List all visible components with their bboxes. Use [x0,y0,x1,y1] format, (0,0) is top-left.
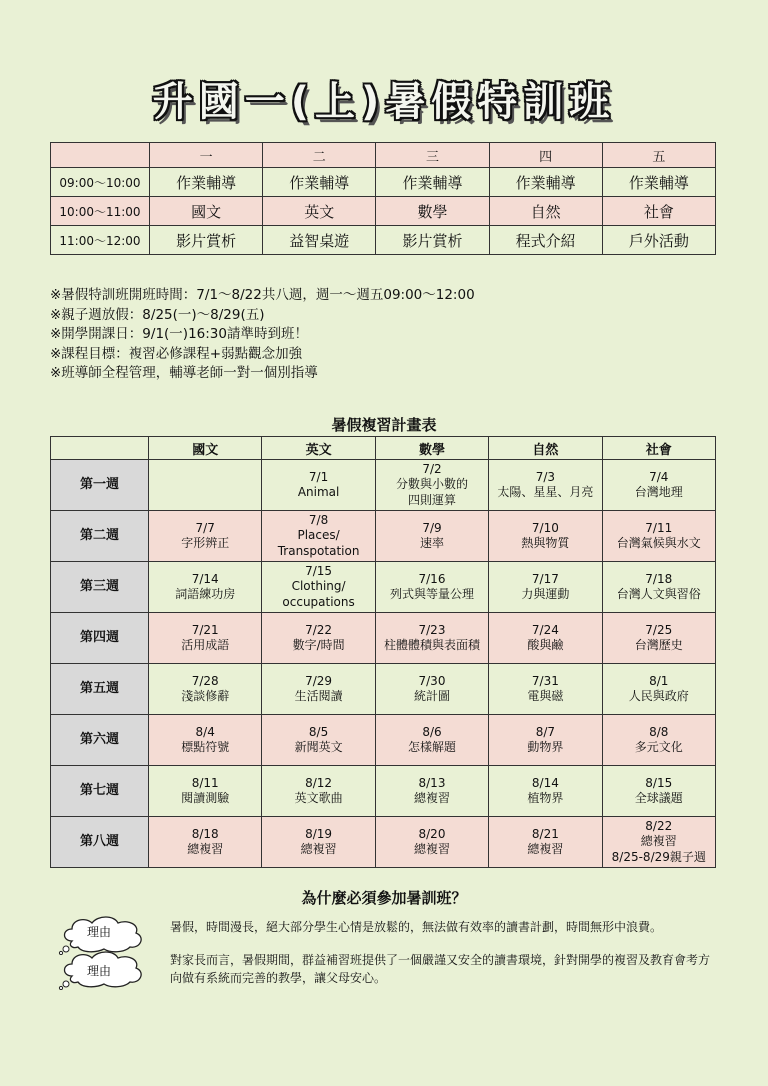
schedule-cell: 作業輔導 [602,168,715,197]
plan-cell [375,460,488,511]
week-label: 第一週 [51,460,149,511]
schedule-cell: 自然 [489,197,602,226]
plan-body [51,460,716,868]
plan-cell-line: 統計圖 [413,689,450,703]
plan-cell-line: 8/25-8/29親子週 [611,849,706,864]
plan-cell-line: 新聞英文 [294,740,343,754]
plan-cell-line: 台灣地理 [634,485,683,499]
plan-cell [262,562,375,613]
plan-cell-line: 總複習 [300,842,337,856]
plan-cell-line: 7/7 [195,520,215,535]
schedule-cell: 國文 [150,197,263,226]
plan-cell-line: 8/6 [422,724,442,739]
plan-cell [489,715,602,766]
plan-cell-line: occupations [282,594,355,609]
plan-cell [489,613,602,664]
plan-cell-line: 多元文化 [634,740,683,754]
plan-cell-line: 力與運動 [521,587,570,601]
plan-week-row [51,664,716,715]
plan-cell-line: 7/11 [645,520,673,535]
plan-cell [149,766,262,817]
plan-cell-line: 8/12 [305,775,333,790]
plan-cell-line: 8/22 [645,818,673,833]
plan-cell [375,562,488,613]
plan-cell-line: 詞語練功房 [175,587,236,601]
plan-cell-line: 列式與等量公理 [389,587,474,601]
plan-cell-line: 7/1 [308,469,329,484]
plan-cell [375,613,488,664]
plan-cell-line: 字形辨正 [181,536,230,550]
schedule-row [51,168,716,197]
schedule-cell: 作業輔導 [376,168,489,197]
plan-cell-line: 8/20 [418,826,446,841]
schedule-row [51,197,716,226]
plan-cell-line: 總複習 [640,834,677,849]
plan-cell-line: 生活閱讀 [294,689,343,703]
review-plan-table [50,436,716,868]
week-label: 第七週 [51,766,149,817]
time-slot: 10:00～11:00 [51,197,150,226]
plan-cell-line: 淺談修辭 [181,689,230,703]
schedule-cell: 英文 [263,197,376,226]
plan-cell-line: 8/15 [645,775,673,790]
schedule-cell: 數學 [376,197,489,226]
plan-cell-line: 8/18 [191,826,219,841]
week-label: 第三週 [51,562,149,613]
plan-cell-line: Clothing/ [291,579,346,594]
plan-cell [602,817,715,868]
plan-cell [602,715,715,766]
time-slot: 09:00～10:00 [51,168,150,197]
plan-cell-line: Animal [297,485,340,499]
plan-cell-line: 電與磁 [527,689,564,703]
plan-cell [262,613,375,664]
plan-week-row [51,766,716,817]
plan-cell-line: 7/25 [645,622,673,637]
plan-cell-line: 8/1 [649,673,669,688]
daily-schedule-table [50,142,716,255]
plan-cell [149,460,262,511]
plan-cell [602,664,715,715]
page-title: 升國一(上)暑假特訓班 [152,79,616,125]
reason-label: 理由 [86,964,111,978]
plan-cell-line: 太陽、星星、月亮 [497,485,594,499]
plan-cell-line: 8/8 [649,724,669,739]
schedule-cell: 作業輔導 [489,168,602,197]
plan-cell-line: Transpotation [277,543,360,558]
plan-cell-line: 酸與鹼 [527,638,564,652]
schedule-cell: 影片賞析 [376,226,489,255]
plan-cell [149,715,262,766]
schedule-row [51,226,716,255]
plan-week-row [51,511,716,562]
plan-cell-line: 速率 [419,536,444,550]
plan-cell-line: 四則運算 [407,492,456,507]
plan-cell [602,511,715,562]
plan-cell [602,562,715,613]
plan-cell-line: 動物界 [527,740,564,754]
plan-cell-line: 總複習 [413,842,450,856]
plan-cell-line: 植物界 [527,791,564,805]
plan-cell [489,562,602,613]
day-header: 五 [602,143,715,168]
plan-cell-line: 英文歌曲 [294,791,343,805]
subject-header: 數學 [375,437,488,460]
plan-cell-line: 7/21 [191,622,219,637]
plan-cell [375,664,488,715]
plan-cell-line: 7/29 [305,673,333,688]
plan-cell-line: 8/5 [308,724,329,739]
plan-cell-line: 7/17 [531,571,559,586]
plan-week-row [51,817,716,868]
time-slot: 11:00～12:00 [51,226,150,255]
schedule-cell: 作業輔導 [263,168,376,197]
day-header: 二 [263,143,376,168]
plan-cell-line: 活用成語 [181,638,230,652]
plan-cell [489,511,602,562]
plan-cell-line: 標點符號 [181,740,230,754]
plan-cell-line: 8/19 [305,826,333,841]
note-item: ※親子週放假：8/25(一)～8/29(五) [50,306,265,323]
plan-cell-line: 7/8 [308,512,329,527]
schedule-cell: 戶外活動 [602,226,715,255]
plan-cell [262,817,375,868]
plan-cell-line: 柱體體積與表面積 [383,638,480,652]
notes-list [50,286,475,384]
plan-cell-line: 閱讀測驗 [181,791,230,805]
plan-week-row [51,460,716,511]
plan-cell-line: 7/22 [305,622,333,637]
schedule-cell: 益智桌遊 [263,226,376,255]
plan-cell [262,460,375,511]
week-label: 第八週 [51,817,149,868]
subject-header: 英文 [262,437,375,460]
plan-cell-line: 7/14 [191,571,219,586]
why-title: 為什麼必須參加暑訓班？ [301,889,467,907]
plan-cell [375,511,488,562]
subject-header: 國文 [149,437,262,460]
plan-cell [489,817,602,868]
day-header: 三 [376,143,489,168]
subject-header: 自然 [489,437,602,460]
plan-cell-line: 8/7 [535,724,556,739]
plan-cell [602,613,715,664]
schedule-cell: 程式介紹 [489,226,602,255]
plan-cell-line: 7/3 [535,469,556,484]
plan-cell-line: 8/21 [531,826,559,841]
plan-cell-line: 台灣歷史 [634,638,683,652]
plan-cell [262,715,375,766]
reason-text: 對家長而言，暑假期間，群益補習班提供了一個嚴謹又安全的讀書環境，針對開學的複習及教育會考方向做有系統而完善的教學，讓父母安心。 [170,953,711,985]
plan-cell-line: 7/4 [649,469,669,484]
note-item: ※開學開課日：9/1(一)16:30請準時到班！ [50,326,308,342]
schedule-cell: 影片賞析 [150,226,263,255]
plan-cell-line: 7/23 [418,622,446,637]
day-header: 一 [150,143,263,168]
plan-cell [262,766,375,817]
plan-cell-line: 總複習 [413,791,450,805]
plan-cell-line: 7/24 [531,622,559,637]
schedule-header-row [51,143,716,168]
plan-cell-line: 人民與政府 [628,689,689,703]
plan-cell-line: 7/31 [531,673,559,688]
plan-cell [149,664,262,715]
reason-label: 理由 [86,925,111,939]
plan-cell-line: 總複習 [527,842,564,856]
plan-cell [149,817,262,868]
week-label: 第五週 [51,664,149,715]
plan-corner-cell [51,437,149,460]
plan-cell [489,664,602,715]
plan-cell [489,766,602,817]
schedule-cell: 社會 [602,197,715,226]
plan-cell-line: 7/15 [305,563,333,578]
plan-cell [262,511,375,562]
plan-cell-line: 分數與小數的 [395,477,468,492]
week-label: 第二週 [51,511,149,562]
week-label: 第六週 [51,715,149,766]
plan-cell [149,562,262,613]
subject-header: 社會 [602,437,715,460]
plan-cell [375,715,488,766]
plan-cell [602,766,715,817]
plan-cell [375,817,488,868]
plan-cell-line: 7/28 [191,673,219,688]
plan-cell [489,460,602,511]
plan-cell-line: 7/10 [531,520,559,535]
plan-cell-line: 8/14 [531,775,559,790]
plan-cell [149,613,262,664]
plan-cell-line: 熱與物質 [521,536,570,550]
schedule-cell: 作業輔導 [150,168,263,197]
plan-cell-line: 7/2 [422,461,442,476]
week-label: 第四週 [51,613,149,664]
plan-cell-line: 8/4 [195,724,215,739]
plan-cell-line: 台灣氣候與水文 [616,536,701,550]
note-item: ※班導師全程管理，輔導老師一對一個別指導 [50,365,318,381]
plan-header-row [51,437,716,460]
plan-cell [262,664,375,715]
plan-week-row [51,715,716,766]
plan-cell-line: 7/16 [418,571,446,586]
plan-cell [602,460,715,511]
day-header: 四 [489,143,602,168]
plan-cell [375,766,488,817]
plan-week-row [51,613,716,664]
plan-cell-line: 台灣人文與習俗 [616,587,701,601]
plan-title: 暑假複習計畫表 [331,416,437,434]
plan-cell-line: 數字/時間 [292,638,345,652]
reason-text: 暑假，時間漫長，絕大部分學生心情是放鬆的，無法做有效率的讀書計劃，時間無形中浪費。 [170,920,663,934]
plan-cell-line: Places/ [297,528,340,543]
plan-week-row [51,562,716,613]
plan-cell-line: 8/13 [418,775,446,790]
plan-cell-line: 7/9 [422,520,442,535]
plan-cell [149,511,262,562]
note-item: ※暑假特訓班開班時間：7/1～8/22共八週，週一～週五09:00～12:00 [50,287,475,303]
schedule-corner-cell [51,143,150,168]
note-item: ※課程目標：複習必修課程+弱點觀念加強 [50,345,303,362]
plan-cell-line: 全球議題 [634,791,683,805]
plan-cell-line: 總複習 [187,842,224,856]
plan-cell-line: 怎樣解題 [407,740,456,754]
plan-cell-line: 7/18 [645,571,673,586]
plan-cell-line: 8/11 [191,775,219,790]
plan-cell-line: 7/30 [418,673,446,688]
